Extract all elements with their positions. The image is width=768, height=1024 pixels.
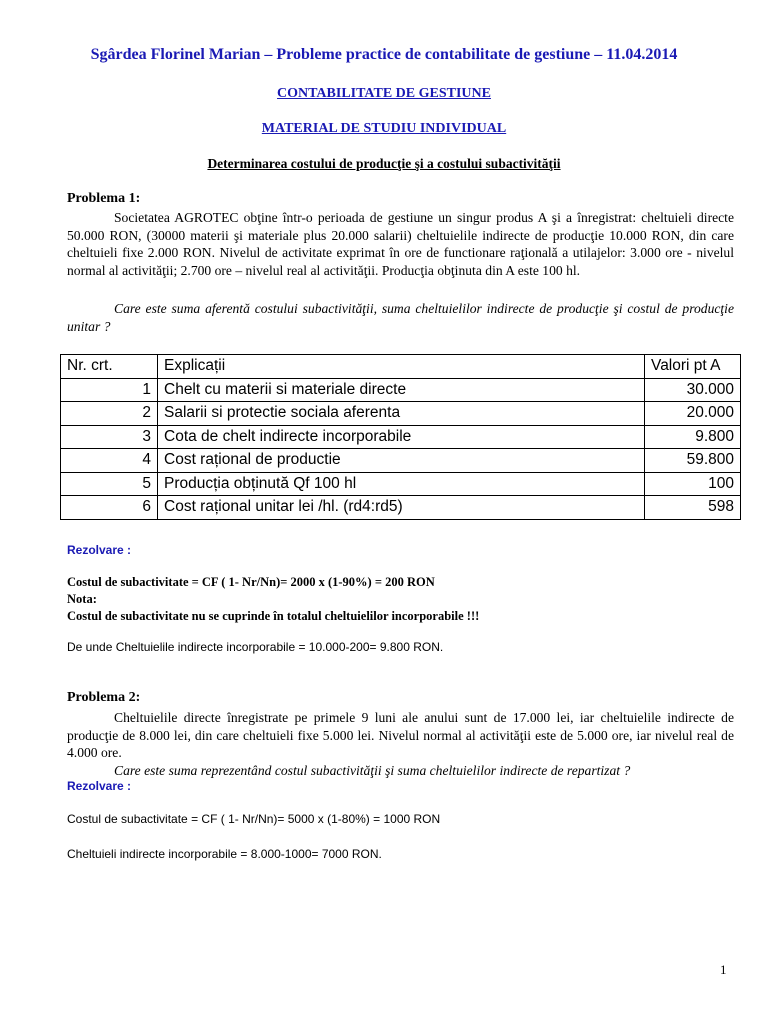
solution2-formula: Costul de subactivitate = CF ( 1- Nr/Nn)= 5000 x (1-80%) = 1000 RON [67,812,441,826]
row-desc: Cost rațional de productie [158,449,645,473]
problem1-question: Care este suma aferentă costului subactivităţii, suma cheltuielilor indirecte de producţie şi costul de producţie unitar ? [67,301,734,334]
table-row [61,402,741,426]
table-row [61,449,741,473]
row-nr: 3 [61,425,158,449]
row-val: 598 [645,496,741,520]
row-nr: 5 [61,472,158,496]
page-number: 1 [720,962,727,977]
row-desc: Producția obținută Qf 100 hl [158,472,645,496]
subtitle-contabilitate: CONTABILITATE DE GESTIUNE [277,86,491,101]
row-val: 59.800 [645,449,741,473]
solution1-note-text: Costul de subactivitate nu se cuprinde în totalul cheltuielilor incorporabile !!! [67,609,480,623]
problem2-question: Care este suma reprezentând costul subactivităţii şi suma cheltuielilor indirecte de repartizat ? [114,763,631,778]
row-val: 100 [645,472,741,496]
table-row [61,378,741,402]
problem2-heading: Problema 2: [67,690,141,705]
header-nr: Nr. crt. [61,355,158,379]
solution1-note-label: Nota: [67,592,97,606]
section-title: Determinarea costului de producţie şi a costului subactivităţii [207,156,561,171]
header-valori: Valori pt A [645,355,741,379]
row-nr: 1 [61,378,158,402]
table-row [61,496,741,520]
row-val: 30.000 [645,378,741,402]
row-val: 9.800 [645,425,741,449]
solution1-result: De unde Cheltuielile indirecte incorporabile = 10.000-200= 9.800 RON. [67,640,444,654]
table-row [61,472,741,496]
row-nr: 4 [61,449,158,473]
header-explicatii: Explicații [158,355,645,379]
solution2-label: Rezolvare : [67,779,132,793]
costs-table [60,354,741,520]
problem1-heading: Problema 1: [67,191,141,206]
row-desc: Cota de chelt indirecte incorporabile [158,425,645,449]
solution2-result: Cheltuieli indirecte incorporabile = 8.000-1000= 7000 RON. [67,847,382,861]
row-nr: 2 [61,402,158,426]
problem1-text: Societatea AGROTEC obţine într-o perioada de gestiune un singur produs A şi a înregistrat: cheltuieli directe 50.000 RON, (30000 materii şi materiale plus 20.000 salarii) cheltuielile indirecte de producţie 10.000 RON, din care cheltuieli fixe 2.000 RON. Nivelul de activitate exprimat în ore de functionare raţională a utilajelor: 3.000 ore - nivelul normal al activităţii; 2.700 ore – nivelul real al activităţii. Producţia obţinuta din A este 100 hl. [67,210,734,278]
row-desc: Chelt cu materii si materiale directe [158,378,645,402]
table-row [61,425,741,449]
solution1-formula: Costul de subactivitate = CF ( 1- Nr/Nn)= 2000 x (1-90%) = 200 RON [67,575,435,589]
subtitle-material: MATERIAL DE STUDIU INDIVIDUAL [261,121,507,136]
row-nr: 6 [61,496,158,520]
solution1-label: Rezolvare : [67,543,132,557]
row-desc: Cost rațional unitar lei /hl. (rd4:rd5) [158,496,645,520]
table-header-row [61,355,741,379]
document-title: Sgârdea Florinel Marian – Probleme practice de contabilitate de gestiune – 11.04.2014 [90,46,678,63]
row-val: 20.000 [645,402,741,426]
problem2-text: Cheltuielile directe înregistrate pe primele 9 luni ale anului sunt de 17.000 lei, iar cheltuielile indirecte de producţie de 8.000 lei, din care cheltuieli fixe 5.000 lei. Nivelul normal al activităţii este de 5.000 ore, iar nivelul real de 4.000 ore. [67,710,734,760]
row-desc: Salarii si protectie sociala aferenta [158,402,645,426]
